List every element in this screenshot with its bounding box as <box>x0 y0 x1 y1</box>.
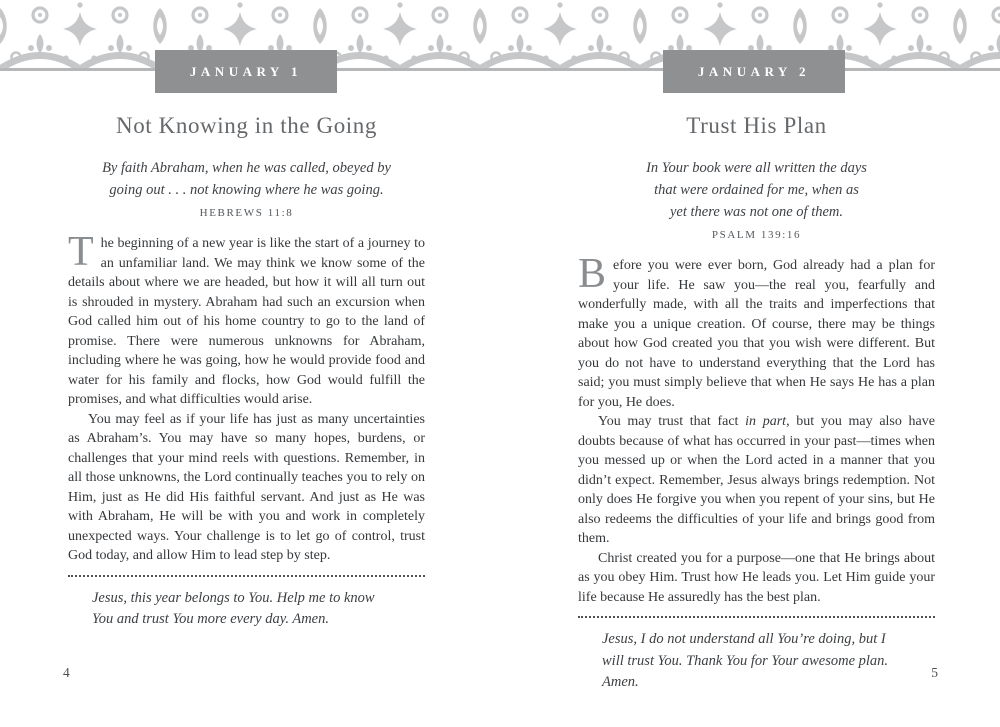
body-paragraph <box>578 251 935 412</box>
body-paragraph: You may trust that fact in part, but you may also have doubts because of what has occurred in your past—times when you messed up or when the Lord acted in a manner that you didn’t expect. Remember, Jesus always brings redemption. Not only does He forgive you when you repent of your sins, but He also redeems the difficulties of your life and brings good from them. <box>578 414 935 546</box>
scripture-line: yet there was not one of them. <box>669 204 844 220</box>
body-paragraph: You may feel as if your life has just as many uncertainties as Abraham’s. You may have so many hopes, burdens, or challenges that your mind reels with questions. Remember, in all those unknowns, the Lord continually teaches you to rely on Him, just as He did His faithful servant. And just as He was with Abraham, He will be with you and work in completely unexpected ways. Your challenge is to let go of control, trust God today, and allow Him to lead step by step. <box>68 411 425 563</box>
scripture-line: In Your book were all written the days <box>646 160 867 176</box>
page-number-right: 5 <box>931 665 938 680</box>
scripture-quote <box>68 157 425 201</box>
paragraph-text: efore you were ever born, God already had a plan for your life. He saw you—the real you, fearfully and wonderfully made, with all the traits and imperfections that make you a unique creation. Of course, there may be things about how God created you that you wish were different. But you do not have to understand everything that the Lord has said; you must simply believe that when He says He has a plan for you, He does. <box>578 258 935 410</box>
devotion-body <box>578 251 935 607</box>
prayer-text: Jesus, I do not understand all You’re doing, but I will trust You. Thank You for Your awesome plan. Amen. <box>602 631 889 690</box>
dropcap-letter: T <box>68 229 94 275</box>
dropcap-letter: B <box>578 251 607 297</box>
scripture-quote <box>578 157 935 223</box>
date-header-january-1 <box>155 50 337 93</box>
date-header-label: JANUARY 2 <box>697 64 811 79</box>
devotion-title: Trust His Plan <box>686 113 827 138</box>
scripture-line: that were ordained for me, when as <box>654 182 859 198</box>
date-header-january-2 <box>663 50 845 93</box>
page-left <box>68 0 425 631</box>
devotion-title: Not Knowing in the Going <box>116 113 377 138</box>
dotted-divider <box>578 616 935 618</box>
scripture-line: By faith Abraham, when he was called, obeyed by <box>102 160 391 176</box>
page-right <box>578 0 935 694</box>
prayer-text: Jesus, this year belongs to You. Help me to know You and trust You more every day. Amen. <box>92 589 375 627</box>
body-paragraph <box>68 229 425 410</box>
scripture-reference: PSALM 139:16 <box>711 229 802 241</box>
scripture-line: going out . . . not knowing where he was going. <box>109 182 384 198</box>
date-header-label: JANUARY 1 <box>189 64 303 79</box>
page-number-left: 4 <box>63 665 70 680</box>
devotion-body <box>68 229 425 566</box>
dotted-divider <box>68 575 425 577</box>
scripture-reference: HEBREWS 11:8 <box>199 207 294 219</box>
body-paragraph: Christ created you for a purpose—one that He brings about as you obey Him. Trust how He leads you. Let Him guide your life because He assuredly has the best plan. <box>578 550 935 605</box>
paragraph-text: he beginning of a new year is like the start of a journey to an unfamiliar land. We may think we know some of the details about where we are headed, but how it will all turn out is shrouded in mystery. Abraham had such an excursion when God called him out of his home country to go to the land of promise. There were numerous unknowns for Abraham, including where he was going, how he would provide food and water for his family and flocks, how God would fulfill the promises, and what difficulties would arise. <box>68 236 425 407</box>
